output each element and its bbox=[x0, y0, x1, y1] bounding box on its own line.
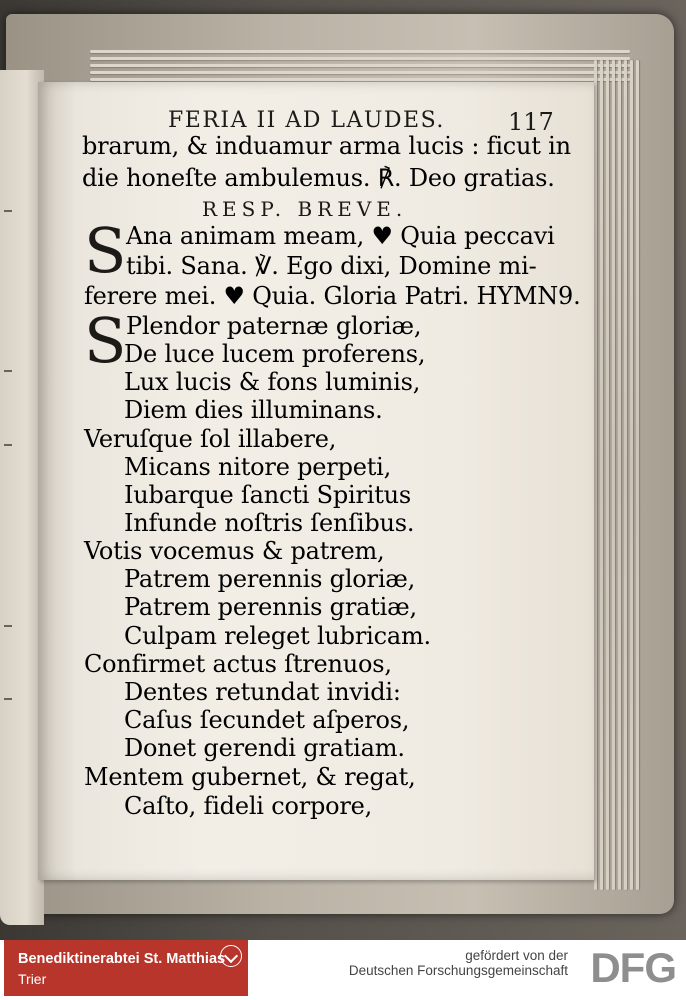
institution-city: Trier bbox=[18, 971, 47, 987]
page-number: 117 bbox=[508, 108, 554, 136]
verse-line: Iubarque ſancti Spiritus bbox=[124, 481, 412, 509]
text-line: Ana animam meam, ♥ Quia peccavi bbox=[126, 222, 555, 250]
text-line: tibi. Sana. ℣. Ego dixi, Domine mi- bbox=[126, 252, 537, 280]
funding-line-2: Deutschen Forschungsgemeinschaft bbox=[348, 963, 568, 978]
verse-line: Veruſque ſol illabere, bbox=[84, 425, 337, 453]
verse-line: Caſus ſecundet aſperos, bbox=[124, 706, 410, 734]
drop-cap-initial: S bbox=[84, 214, 127, 287]
drop-cap-initial: S bbox=[84, 304, 127, 377]
funding-note bbox=[349, 948, 568, 978]
verse-line: Confirmet actus ſtrenuos, bbox=[84, 650, 392, 678]
institution-badge[interactable] bbox=[4, 940, 248, 996]
verse-line: Patrem perennis gratiæ, bbox=[124, 593, 417, 621]
text-line: ferere mei. ♥ Quia. Gloria Patri. HYMN9. bbox=[84, 282, 581, 310]
verse-line: Infunde noſtris ſenſibus. bbox=[124, 509, 415, 537]
institution-name: Benediktinerabtei St. Matthias bbox=[18, 951, 226, 967]
dfg-logo[interactable]: DFG bbox=[590, 944, 676, 991]
verse-line: Plendor paternæ gloriæ, bbox=[126, 312, 422, 340]
text-line: brarum, & induamur arma lucis : ficut in bbox=[82, 132, 571, 160]
verse-line: Patrem perennis gloriæ, bbox=[124, 565, 416, 593]
institution-seal-icon bbox=[220, 945, 242, 967]
responsory-heading: RESP. BREVE. bbox=[202, 197, 408, 221]
verse-line: Donet gerendi gratiam. bbox=[124, 734, 405, 762]
verse-line: Dentes retundat invidi: bbox=[124, 678, 401, 706]
verse-line: Diem dies illuminans. bbox=[124, 396, 383, 424]
funding-line-1: gefördert von der bbox=[465, 948, 568, 963]
text-line: die honeſte ambulemus. ℟. Deo gratias. bbox=[82, 164, 555, 192]
verse-line: De luce lucem proferens, bbox=[124, 340, 426, 368]
running-header: FERIA II AD LAUDES. bbox=[168, 108, 445, 133]
verse-line: Caſto, fideli corpore, bbox=[124, 792, 373, 820]
verse-line: Votis vocemus & patrem, bbox=[84, 537, 385, 565]
digitization-footer bbox=[0, 940, 686, 1000]
verse-line: Lux lucis & fons luminis, bbox=[124, 368, 421, 396]
verse-line: Micans nitore perpeti, bbox=[124, 453, 392, 481]
verse-line: Culpam releget lubricam. bbox=[124, 622, 431, 650]
verse-line: Mentem gubernet, & regat, bbox=[84, 763, 416, 791]
